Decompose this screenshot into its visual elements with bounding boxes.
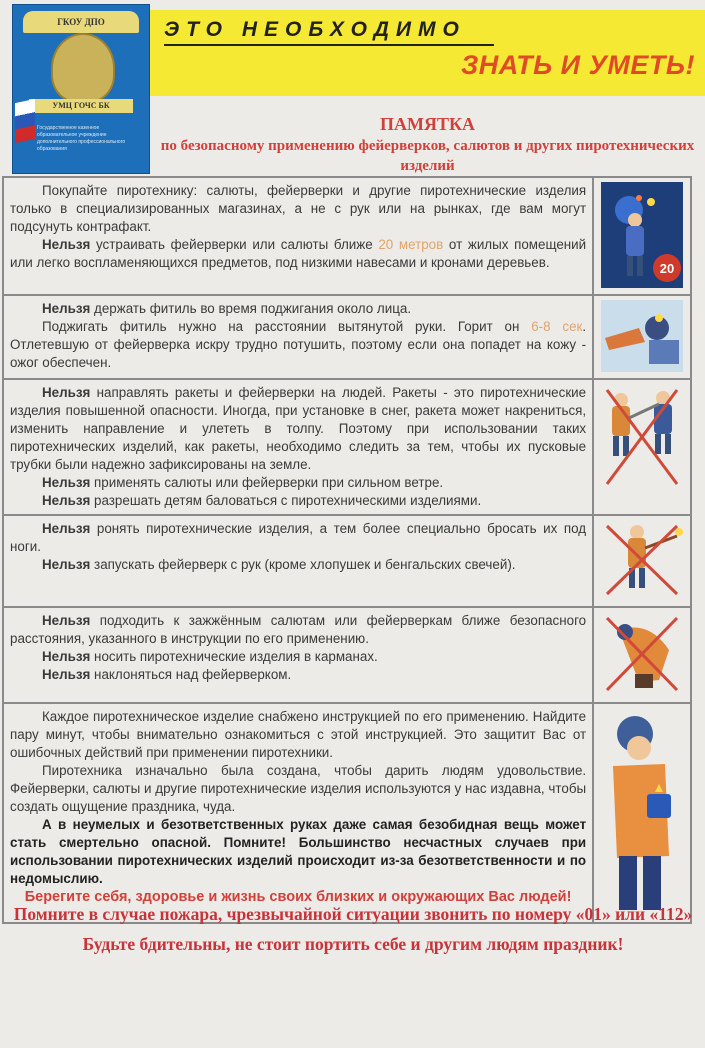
rule-paragraph — [10, 474, 586, 492]
rule-paragraph — [10, 708, 586, 762]
text-segment: держать фитиль во время поджигания около лица. — [90, 301, 412, 316]
prohibition-word: Нельзя — [42, 613, 91, 628]
banner-line-1: ЭТО НЕОБХОДИМО — [164, 18, 466, 41]
logo-bottom-text: УМЦ ГОЧС БК — [29, 99, 133, 113]
rule-paragraph — [10, 520, 586, 556]
prohibition-word: Нельзя — [42, 557, 91, 572]
page-subtitle: по безопасному применению фейерверков, салютов и других пиротехнических изделий — [160, 138, 695, 174]
text-segment: направлять ракеты и фейерверки на людей. Ракеты - это пиротехнические изделия повышенной опасности. Иногда, при установке в снег, ракета может накрениться, изменить направление и улететь в толпу. Поэтому при использовании таких пиротехнических изделий, как ракеты, необходимо следить за тем, чтобы их пусковые трубки были надежно зафиксированы на земле. — [10, 385, 587, 472]
prohibition-word: Нельзя — [42, 301, 91, 316]
logo-small-text: Государственное казенное образовательное учреждение дополнительного профессионального образования — [37, 125, 126, 152]
leaning-over-icon — [593, 607, 691, 703]
rule-paragraph — [10, 816, 586, 888]
prohibition-word: Нельзя — [42, 237, 91, 252]
rule-paragraph — [10, 556, 586, 574]
rule-row — [3, 379, 691, 515]
prohibition-word: Нельзя — [42, 475, 91, 490]
rule-paragraph — [10, 236, 586, 272]
highlight-value: 6-8 сек — [531, 319, 583, 334]
rule-text — [3, 177, 593, 295]
rule-text — [3, 703, 593, 923]
text-segment: запускать фейерверк с рук (кроме хлопушек и бенгальских свечей). — [90, 557, 516, 572]
rule-paragraph — [10, 666, 586, 684]
text-segment: Поджигать фитиль нужно на расстоянии вытянутой руки. Горит он — [42, 319, 532, 334]
text-segment: применять салюты или фейерверки при сильном ветре. — [90, 475, 444, 490]
text-segment: подходить к зажжённым салютам или фейерверкам ближе безопасного расстояния, указанного в инструкции по его применению. — [10, 613, 587, 646]
header-banner — [150, 10, 705, 96]
warning-text: А в неумелых и безответственных руках даже самая безобидная вещь может стать смертельно опасной. Помните! Большинство несчастных случаев при использовании пиротехнических изделий происходит из-за безответственности и по недомыслию. — [10, 817, 587, 886]
rule-row — [3, 177, 691, 295]
rule-text — [3, 379, 593, 515]
rule-row — [3, 295, 691, 379]
text-segment: Покупайте пиротехнику: салюты, фейерверки и другие пиротехнические изделия только в специализированных магазинах, а не с рук или на рынках, где вам могут подсунуть контрафакт. — [10, 183, 587, 234]
rule-paragraph — [10, 762, 586, 816]
prohibition-word: Нельзя — [42, 385, 91, 400]
logo-top-text: ГКОУ ДПО — [23, 11, 139, 33]
rule-paragraph — [10, 492, 586, 510]
prohibition-word: Нельзя — [42, 521, 91, 536]
firefighter-icon — [593, 703, 691, 923]
throwing-icon — [593, 515, 691, 607]
svg-text:20: 20 — [659, 261, 675, 276]
prohibition-word: Нельзя — [42, 649, 91, 664]
prohibition-word: Нельзя — [42, 493, 91, 508]
rule-paragraph — [10, 318, 586, 372]
logo-emblem — [12, 4, 150, 174]
flag-icon — [15, 99, 35, 143]
call-to-action: Берегите себя, здоровье и жизнь своих близких и окружающих Вас людей! — [24, 889, 572, 905]
rule-paragraph — [10, 182, 586, 236]
text-segment: разрешать детям баловаться с пиротехническими изделиями. — [90, 493, 482, 508]
rule-paragraph — [10, 612, 586, 648]
page-title: ПАМЯТКА — [379, 114, 476, 134]
text-segment: . Отлетевшую от фейерверка искру трудно потушить, поэтому если она попадет на кожу - ожог обеспечен. — [10, 319, 587, 370]
rule-paragraph — [10, 648, 586, 666]
footer-line-1: Помните в случае пожара, чрезвычайной ситуации звонить по номеру «01» или «112» — [13, 904, 693, 924]
banner-line-2: ЗНАТЬ И УМЕТЬ! — [460, 50, 695, 80]
text-segment: Пиротехника изначально была создана, чтобы дарить людям удовольствие. Фейерверки, салюты и другие пиротехнические изделия используются у нас издавна, чтобы создать ощущение праздника, чуда. — [10, 763, 587, 814]
rule-text — [3, 295, 593, 379]
rule-row — [3, 703, 691, 923]
fireworks-20m-icon — [593, 177, 691, 295]
text-segment: наклоняться над фейерверком. — [90, 667, 292, 682]
footer-line-2: Будьте бдительны, не стоит портить себе и другим людям праздник! — [82, 934, 624, 954]
aiming-at-people-icon — [593, 379, 691, 515]
footer — [8, 902, 698, 962]
banner-underline — [164, 44, 494, 46]
rules-table — [2, 176, 692, 924]
rule-row — [3, 607, 691, 703]
prohibition-word: Нельзя — [42, 667, 91, 682]
rule-paragraph — [10, 300, 586, 318]
text-segment: носить пиротехнические изделия в карманах. — [90, 649, 378, 664]
rule-paragraph — [10, 384, 586, 474]
lighting-fuse-icon — [593, 295, 691, 379]
text-segment: ронять пиротехнические изделия, а тем более специально бросать их под ноги. — [10, 521, 587, 554]
rule-row — [3, 515, 691, 607]
text-segment: устраивать фейерверки или салюты ближе — [90, 237, 379, 252]
rule-text — [3, 515, 593, 607]
text-segment: от жилых помещений или легко воспламеняющихся предметов, под низкими навесами и кронами деревьев. — [10, 237, 587, 270]
rule-text — [3, 607, 593, 703]
highlight-value: 20 метров — [378, 237, 444, 252]
crest-icon — [51, 33, 115, 103]
text-segment: Каждое пиротехническое изделие снабжено инструкцией по его применению. Найдите пару минут, чтобы внимательно ознакомиться с этой инструкцией. Это защитит Вас от ошибочных действий при применении пиротехники. — [10, 709, 587, 760]
